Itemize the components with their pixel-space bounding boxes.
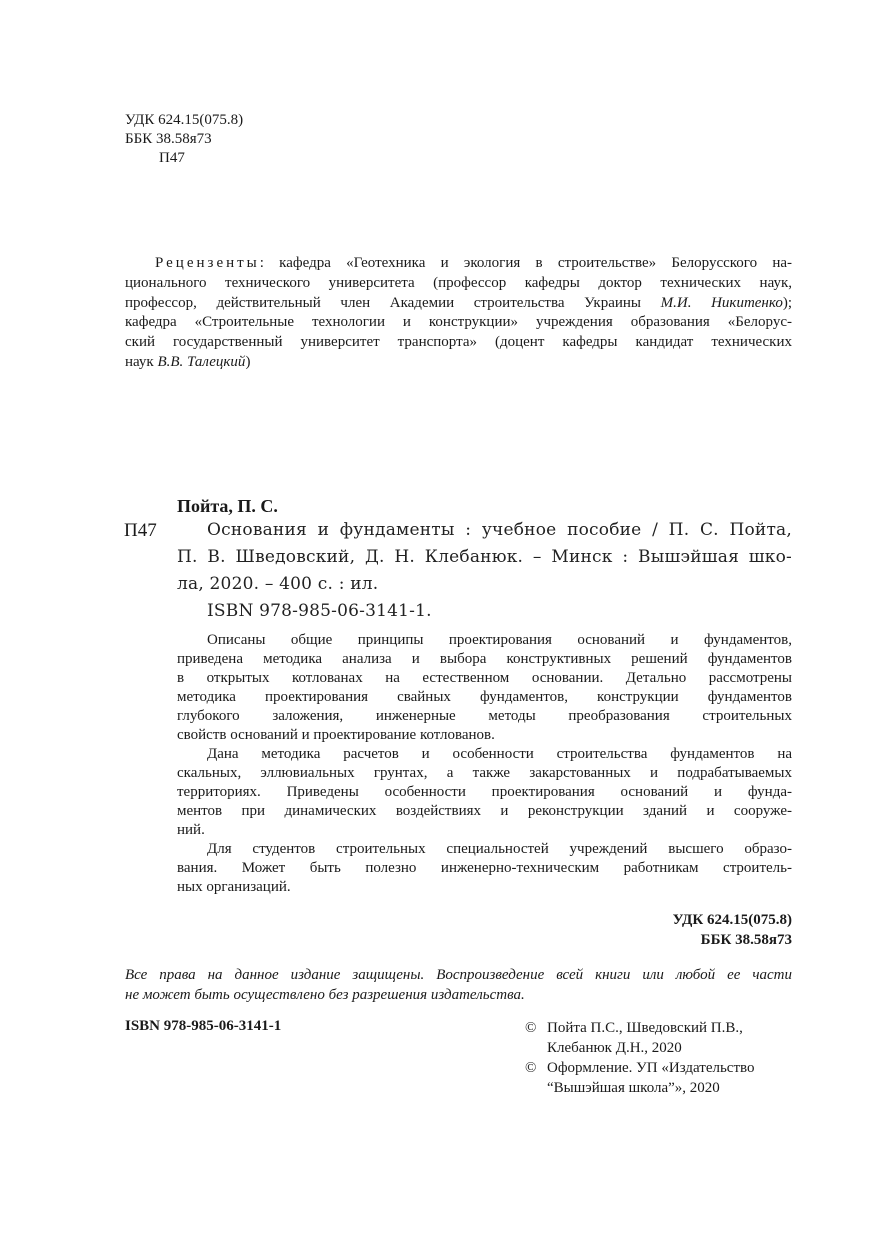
annotation-line: методика проектирования свайных фундаментов, конструкции фундаментов <box>177 689 792 705</box>
catalog-code-top: П47 <box>159 150 185 166</box>
annotation-line: ных организаций. <box>177 879 291 895</box>
bbk-code: ББК 38.58я73 <box>125 131 212 147</box>
udk-code: УДК 624.15(075.8) <box>125 112 244 128</box>
annotation-line: скальных, эллювиальных грунтах, а также закарстованных и подрабатываемых <box>177 765 792 781</box>
annotation-line: Для студентов строительных специальностей учреждений высшего образо- <box>207 841 792 857</box>
annotation-line: ментов при динамических воздействиях и реконструкции зданий и сооруже- <box>177 803 792 819</box>
annotation-line: свойств оснований и проектирование котлованов. <box>177 727 495 743</box>
reviewers-label: Рецензенты <box>155 255 260 271</box>
annotation-line: в открытых котлованах на естественном основании. Детально рассмотрены <box>177 670 792 686</box>
annotation-line: Описаны общие принципы проектирования оснований и фундаментов, <box>207 632 792 648</box>
reviewer-name: В.В. Талецкий <box>157 353 246 370</box>
isbn-bold: ISBN 978-985-06-3141-1 <box>125 1018 282 1034</box>
rights-line: не может быть осуществлено без разрешения издательства. <box>125 987 525 1003</box>
entry-line: П. В. Шведовский, Д. Н. Клебанюк. – Минск : Вышэйшая шко- <box>177 547 792 567</box>
copyright-design: Оформление. УП «Издательство <box>547 1060 755 1076</box>
annotation <box>177 631 792 897</box>
udk-code-bold: УДК 624.15(075.8) <box>672 912 792 928</box>
annotation-line: приведена методика анализа и выбора конструктивных решений фундаментов <box>177 651 792 667</box>
copyright-authors: Пойта П.С., Шведовский П.В., <box>547 1020 743 1036</box>
udk-bbk-right <box>673 910 792 950</box>
entry-line: Основания и фундаменты : учебное пособие / П. С. Пойта, <box>207 520 792 540</box>
rights-notice <box>125 965 792 1005</box>
reviewers-line: ский государственный университет транспорта» (доцент кафедры кандидат технических <box>125 334 792 351</box>
annotation-line: Дана методика расчетов и особенности строительства фундаментов на <box>207 746 792 762</box>
annotation-line: территориях. Приведены особенности проектирования оснований и фунда- <box>177 784 792 800</box>
reviewers-line: наук В.В. Талецкий) <box>125 353 251 370</box>
reviewers-line: кафедра «Строительные технологии и конструкции» учреждения образования «Белорус- <box>125 314 792 331</box>
reviewers-line: Рецензенты: кафедра «Геотехника и экология в строительстве» Белорусского на- <box>155 255 792 271</box>
reviewers-line: ционального технического университета (профессор кафедры доктор технических наук, <box>125 274 792 291</box>
entry-author: Пойта, П. С. <box>177 496 278 516</box>
annotation-line: вания. Может быть полезно инженерно-техническим работникам строитель- <box>177 860 792 876</box>
bibliographic-entry <box>177 517 792 625</box>
reviewers-line: профессор, действительный член Академии строительства Украины М.И. Никитенко); <box>125 294 792 311</box>
entry-isbn: ISBN 978-985-06-3141-1. <box>207 601 432 621</box>
copyright-authors-cont: Клебанюк Д.Н., 2020 <box>547 1040 682 1056</box>
rights-line: Все права на данное издание защищены. Воспроизведение всей книги или любой ее части <box>125 967 792 983</box>
entry-catalog-code: П47 <box>124 520 157 541</box>
classification-codes <box>125 111 243 168</box>
entry-line: ла, 2020. – 400 с. : ил. <box>177 574 379 594</box>
copyright-row <box>525 1058 755 1078</box>
annotation-line: глубокого заложения, инженерные методы преобразования строительных <box>177 708 792 724</box>
copyright-block <box>525 1018 755 1098</box>
copyright-icon: © <box>525 1020 537 1036</box>
copyright-icon: © <box>525 1060 537 1076</box>
bbk-code-bold: ББК 38.58я73 <box>700 932 792 948</box>
reviewers-block <box>125 254 792 373</box>
copyright-row <box>525 1018 755 1038</box>
annotation-line: ний. <box>177 822 205 838</box>
reviewer-name: М.И. Никитенко <box>660 294 783 311</box>
copyright-design-cont: “Вышэйшая школа”», 2020 <box>547 1080 720 1096</box>
